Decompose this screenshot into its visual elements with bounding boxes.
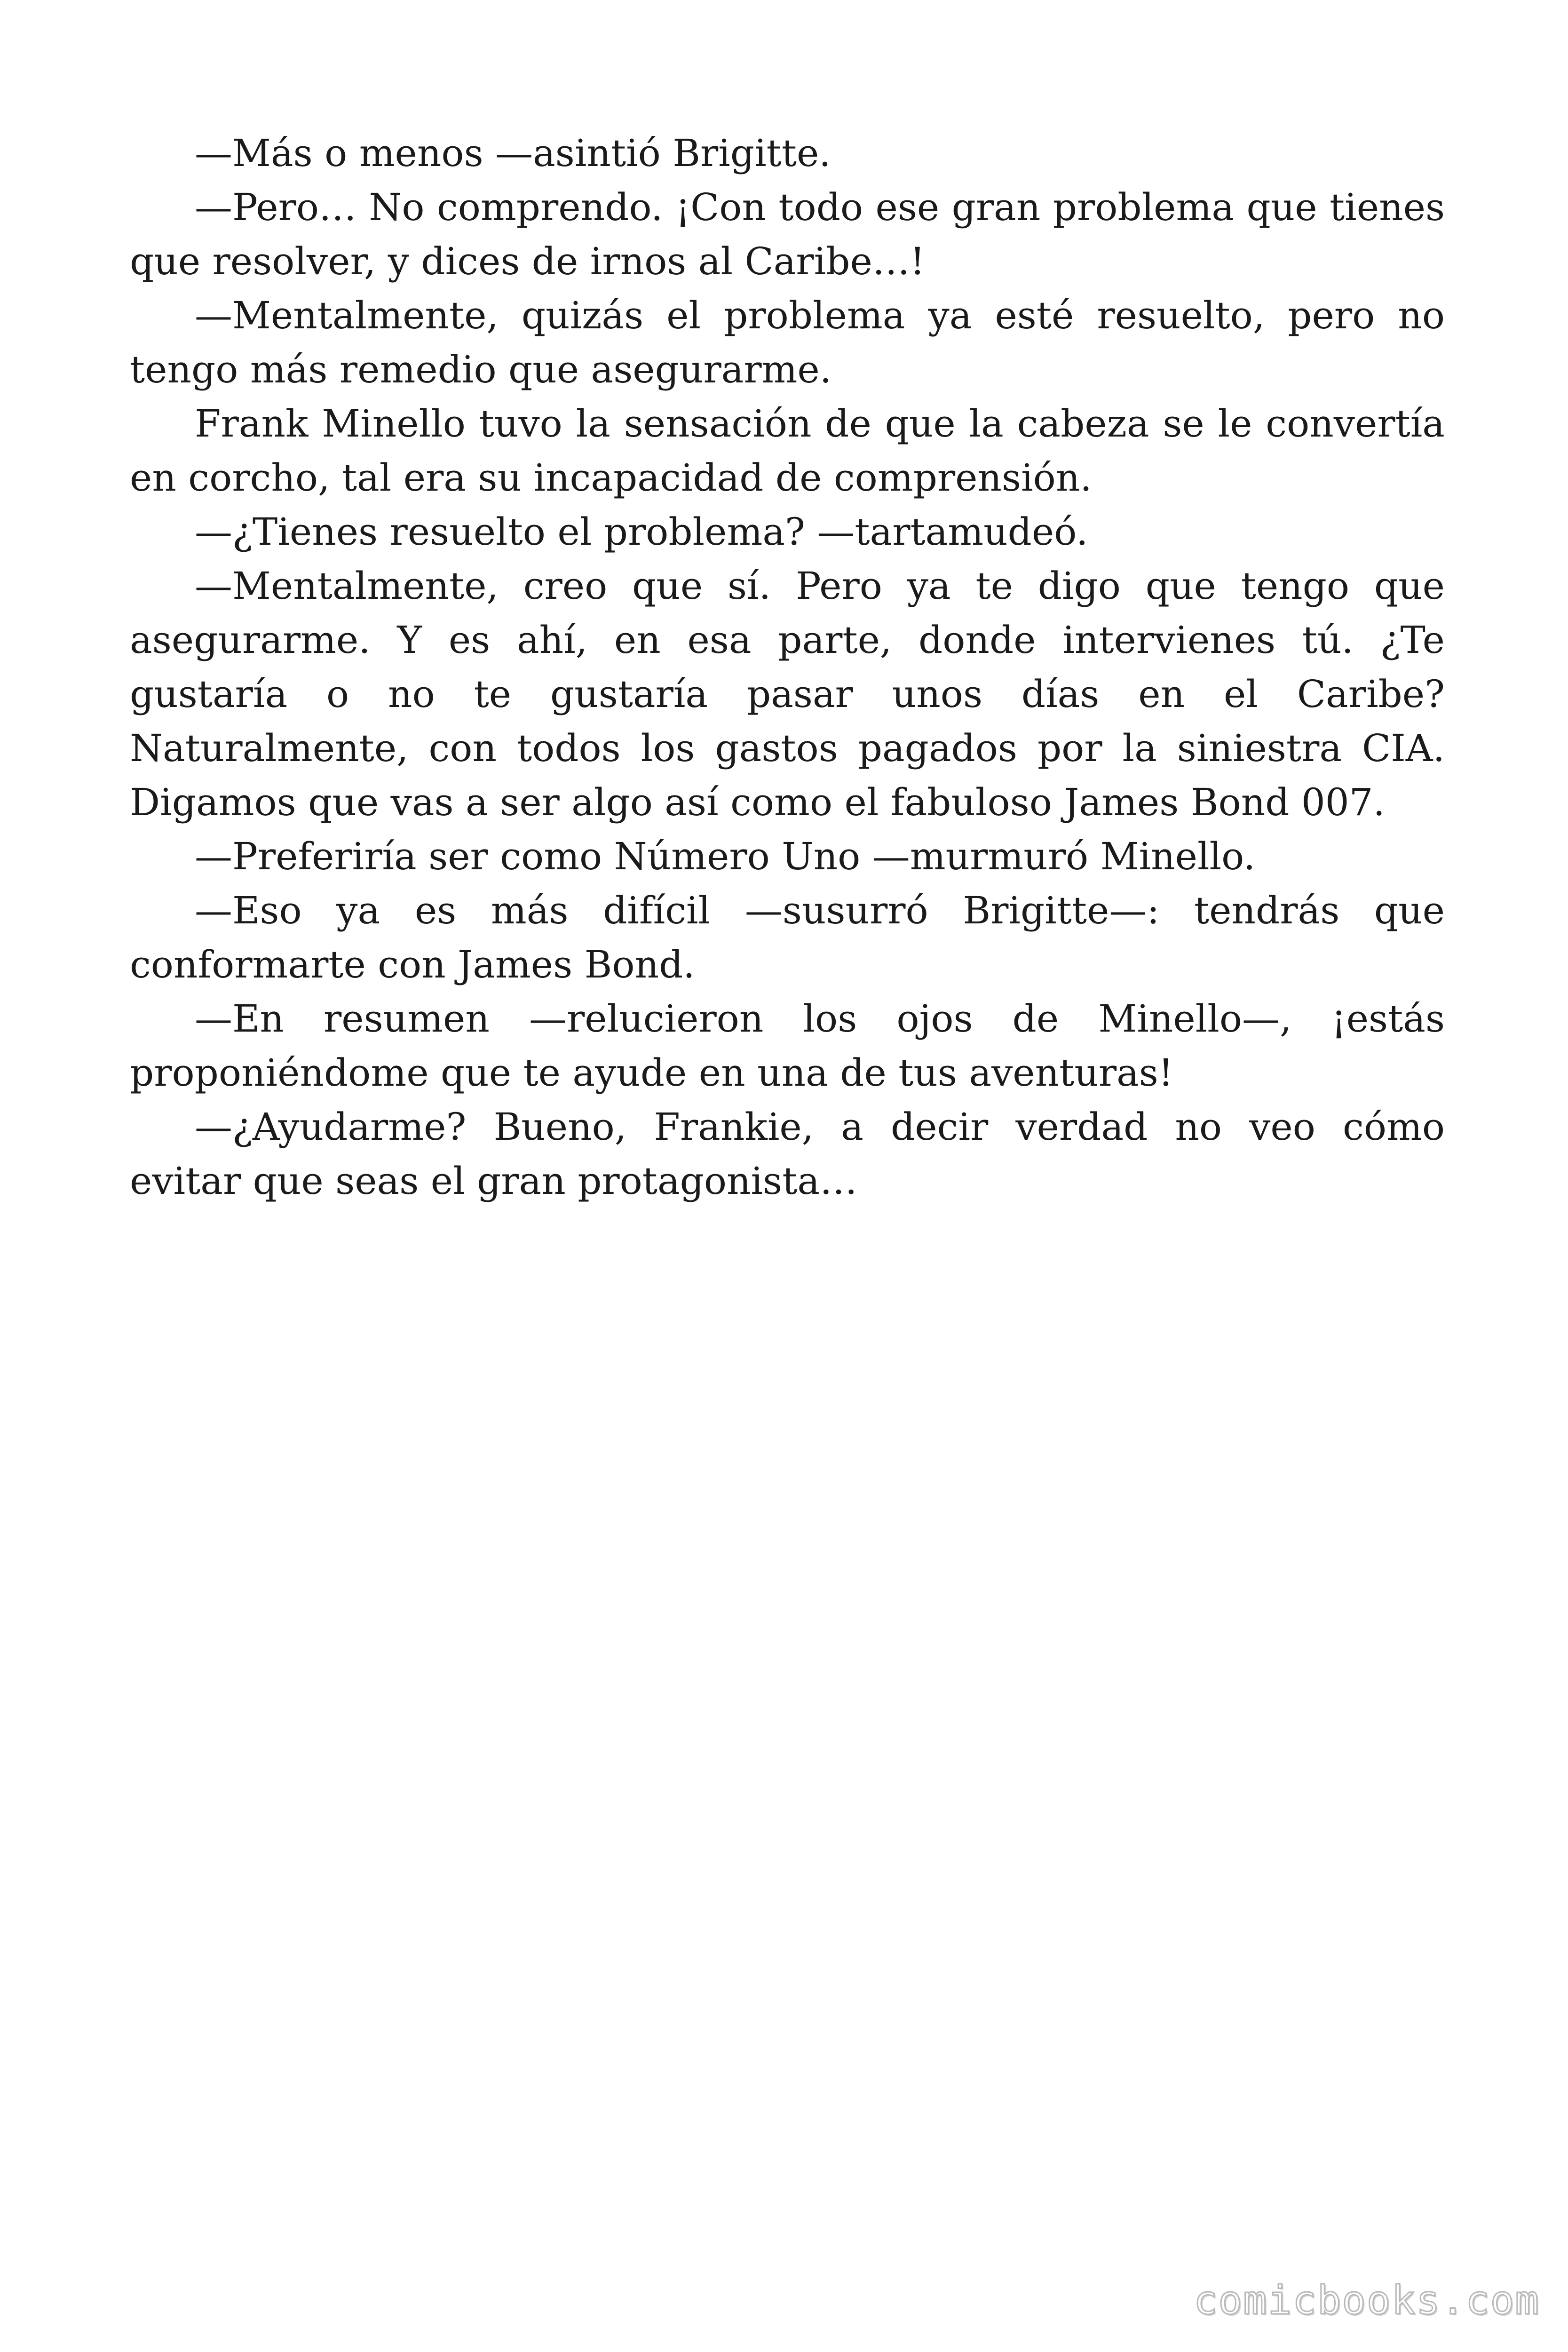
paragraph-9: —En resumen —relucieron los ojos de Minello—, ¡estás proponiéndome que te ayude en una de tus aventuras! <box>130 997 1445 1095</box>
watermark-logo: comicbooks.com <box>1193 2277 1540 2323</box>
paragraph-2: —Pero… No comprendo. ¡Con todo ese gran problema que tienes que resolver, y dices de irnos al Caribe…! <box>130 185 1445 283</box>
paragraph-6: —Mentalmente, creo que sí. Pero ya te digo que tengo que asegurarme. Y es ahí, en esa parte, donde intervienes tú. ¿Te gustaría o no te gustaría pasar unos días en el Caribe? Naturalmente, con todos los gastos pagados por la siniestra CIA. Digamos que vas a ser algo así como el fabuloso James Bond 007. <box>130 564 1445 824</box>
paragraph-1: —Más o menos —asintió Brigitte. <box>195 131 831 175</box>
paragraph-8: —Eso ya es más difícil —susurró Brigitte—: tendrás que conformarte con James Bond. <box>130 889 1445 986</box>
paragraph-7: —Preferiría ser como Número Uno —murmuró Minello. <box>195 834 1256 878</box>
paragraph-5: —¿Tienes resuelto el problema? —tartamudeó. <box>195 510 1088 554</box>
paragraph-10: —¿Ayudarme? Bueno, Frankie, a decir verdad no veo cómo evitar que seas el gran protagonista… <box>130 1105 1445 1203</box>
paragraph-3: —Mentalmente, quizás el problema ya esté resuelto, pero no tengo más remedio que asegurarme. <box>130 294 1445 391</box>
body-text <box>130 126 1445 1208</box>
paragraph-4: Frank Minello tuvo la sensación de que la cabeza se le convertía en corcho, tal era su incapacidad de comprensión. <box>130 402 1445 500</box>
